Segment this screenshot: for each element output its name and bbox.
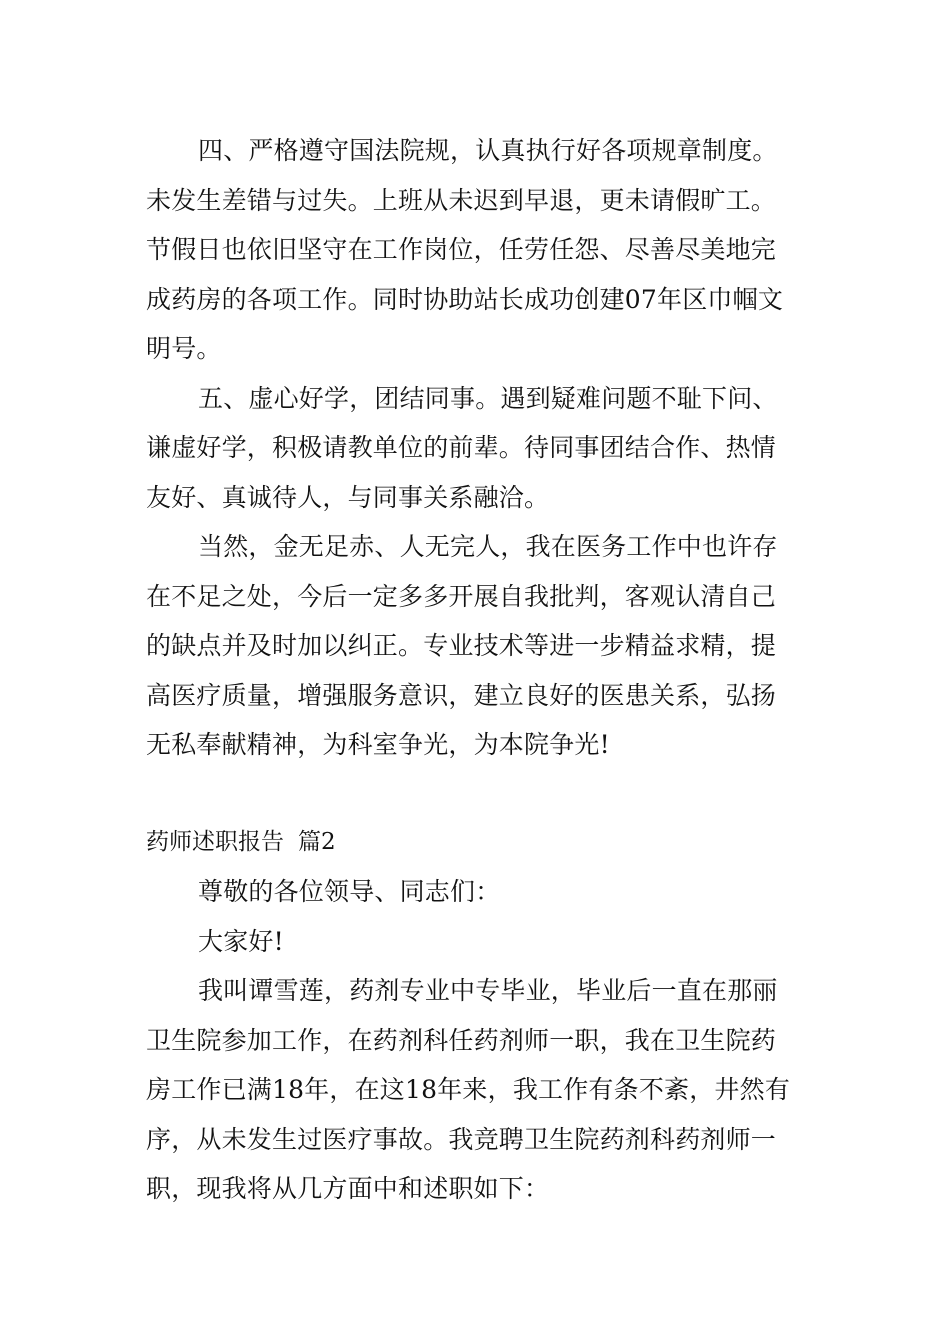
paragraph-line: 节假日也依旧坚守在工作岗位，任劳任怨、尽善尽美地完 <box>146 235 777 264</box>
section-heading <box>146 818 816 868</box>
paragraph-line: 高医疗质量，增强服务意识，建立良好的医患关系，弘扬 <box>146 680 777 710</box>
greeting: 大家好! <box>198 926 284 956</box>
paragraph-line: 当然，金无足赤、人无完人，我在医务工作中也许存 <box>198 532 778 561</box>
section-heading-number: 篇2 <box>298 828 336 855</box>
section-spacer <box>146 770 816 818</box>
paragraph-line: 五、虚心好学，团结同事。遇到疑难问题不耻下问、 <box>198 383 778 413</box>
paragraph-line: 卫生院参加工作，在药剂科任药剂师一职，我在卫生院药 <box>146 1025 777 1055</box>
paragraph-line: 友好、真诚待人，与同事关系融洽。 <box>146 482 550 512</box>
paragraph-line: 明号。 <box>146 334 222 363</box>
paragraph-line: 序，从未发生过医疗事故。我竞聘卫生院药剂科药剂师一 <box>146 1124 777 1154</box>
paragraph-line: 房工作已满18年，在这18年来，我工作有条不紊，井然有 <box>146 1075 791 1104</box>
salutation: 尊敬的各位领导、同志们： <box>198 877 501 906</box>
paragraph-line: 成药房的各项工作。同时协助站长成功创建07年区巾帼文 <box>146 284 784 314</box>
paragraph-line: 未发生差错与过失。上班从未迟到早退，更未请假旷工。 <box>146 185 777 215</box>
paragraph-line: 的缺点并及时加以纠正。专业技术等进一步精益求精，提 <box>146 631 777 660</box>
paragraph-line: 四、严格遵守国法院规，认真执行好各项规章制度。 <box>198 136 778 165</box>
paragraph-line: 无私奉献精神，为科室争光，为本院争光! <box>146 730 610 759</box>
paragraph-line: 谦虚好学，积极请教单位的前辈。待同事团结合作、热情 <box>146 433 777 462</box>
paragraph-line: 在不足之处，今后一定多多开展自我批判，客观认清自己 <box>146 581 777 611</box>
document-body <box>146 126 816 1214</box>
section-heading-title: 药师述职报告 <box>146 828 284 855</box>
paragraph-line: 职，现我将从几方面中和述职如下： <box>146 1174 550 1203</box>
paragraph-line: 我叫谭雪莲，药剂专业中专毕业，毕业后一直在那丽 <box>198 976 778 1005</box>
